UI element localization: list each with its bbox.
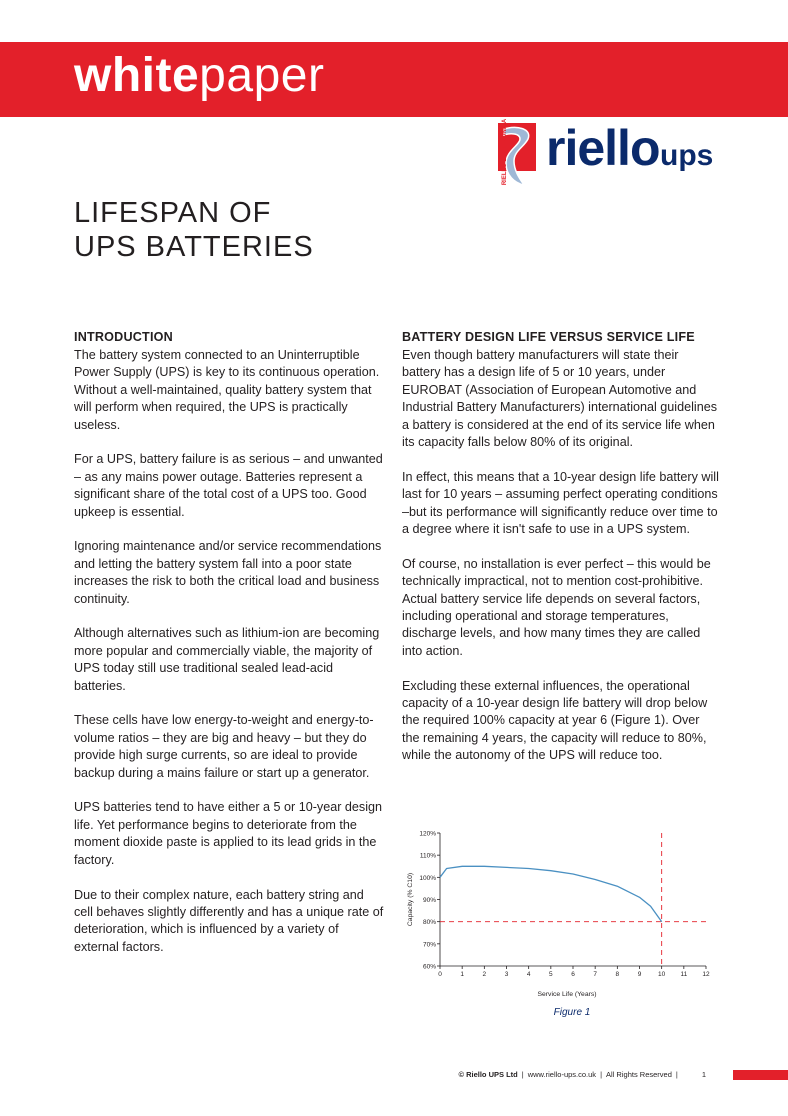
riello-ups-logo bbox=[484, 118, 724, 187]
whitepaper-title bbox=[74, 49, 325, 102]
paragraph: For a UPS, battery failure is as serious – and unwanted – as any mains power outage. Batteries represent a significant share of the total cost of a UPS too. Good upkeep is essential. bbox=[74, 452, 383, 519]
title-line-1: LIFESPAN OF bbox=[74, 197, 272, 229]
figure-caption: Figure 1 bbox=[553, 1007, 591, 1018]
paragraph: Even though battery manufacturers will state their battery has a design life of 5 or 10 years, under EUROBAT (Association of European Automotive and Industrial Battery Manufacturers) international guidelines a battery is considered at the end of its service life when its capacity falls below 80% of its original. bbox=[402, 348, 718, 450]
y-tick-label: 100% bbox=[419, 874, 436, 882]
footer-separator: | bbox=[600, 1070, 603, 1079]
paragraph: Ignoring maintenance and/or service recommendations and letting the battery system fall into a poor state increases the risk to both the critical load and business continuity. bbox=[74, 539, 382, 606]
footer-company: © Riello UPS Ltd bbox=[458, 1070, 518, 1079]
x-tick-label: 2 bbox=[482, 971, 487, 978]
y-tick-label: 90% bbox=[422, 897, 436, 904]
paragraph: Due to their complex nature, each battery string and cell behaves slightly differently and has a unique rate of deterioration, which is influenced by a variety of external factors. bbox=[74, 887, 384, 954]
y-tick-label: 120% bbox=[419, 830, 436, 838]
x-tick-label: 11 bbox=[680, 971, 688, 978]
paragraph: Although alternatives such as lithium-ion are becoming more popular and commercially viable, the majority of UPS today still use traditional sealed lead-acid batteries. bbox=[74, 626, 380, 693]
paragraph: In effect, this means that a 10-year design life battery will last for 10 years – assuming perfect operating conditions –but its performance will significantly reduce over time to a degree where it isn't safe to use in a UPS system. bbox=[402, 469, 719, 537]
x-axis-label: Service Life (Years) bbox=[537, 991, 597, 998]
x-tick-label: 9 bbox=[637, 971, 642, 978]
footer-page-number: 1 bbox=[701, 1070, 706, 1079]
y-tick-label: 80% bbox=[422, 919, 436, 927]
y-tick-label: 70% bbox=[422, 941, 436, 949]
logo-suffix: ups bbox=[660, 139, 714, 172]
chart-svg bbox=[402, 826, 720, 1006]
y-tick-label: 110% bbox=[419, 852, 436, 860]
design-life-heading: BATTERY DESIGN LIFE VERSUS SERVICE LIFE bbox=[402, 330, 695, 344]
capacity-chart bbox=[402, 826, 720, 1026]
capacity-curve bbox=[440, 866, 662, 921]
paragraph: Excluding these external influences, the operational capacity of a 10-year design life battery will drop below the required 100% capacity at year 6 (Figure 1). Over the remaining 4 years, the capacity will reduce to 80%, while the autonomy of the UPS will reduce too. bbox=[402, 678, 708, 763]
paragraph: The battery system connected to an Uninterruptible Power Supply (UPS) is key to its continuous operation. Without a well-maintained, quality battery system that will perform when required, the UPS is practically useless. bbox=[74, 348, 380, 432]
logo-word: riello bbox=[546, 120, 660, 176]
riello-logo-mark-icon bbox=[484, 123, 546, 187]
footer bbox=[458, 1070, 706, 1079]
y-tick-label: 60% bbox=[422, 963, 436, 971]
paragraph: These cells have low energy-to-weight and energy-to-volume ratios – they are big and heavy – but they do provide high surge currents, so are ideal to provide backup during a mains failure or start up a generator. bbox=[74, 713, 374, 780]
introduction-heading: INTRODUCTION bbox=[74, 330, 173, 344]
x-tick-label: 0 bbox=[438, 971, 442, 978]
x-tick-label: 10 bbox=[658, 971, 666, 978]
paragraph: UPS batteries tend to have either a 5 or 10-year design life. Yet performance begins to deteriorate from the moment dioxide paste is applied to its lead grids in the factory. bbox=[74, 800, 383, 867]
right-column bbox=[402, 330, 720, 782]
paragraph: Of course, no installation is ever perfect – this would be technically impractical, not to mention cost-prohibitive. Actual battery service life depends on several factors, including operational and storage temperatures, discharge levels, and how many times they are called into action. bbox=[402, 556, 711, 658]
title-light: paper bbox=[199, 49, 325, 102]
x-tick-label: 3 bbox=[504, 971, 509, 978]
x-tick-label: 7 bbox=[593, 971, 597, 978]
title-line-2: UPS BATTERIES bbox=[74, 231, 314, 263]
y-axis-label: Capacity (% C10) bbox=[407, 872, 414, 927]
header-banner bbox=[0, 42, 788, 117]
x-tick-label: 1 bbox=[460, 971, 464, 978]
footer-red-bar bbox=[733, 1070, 788, 1080]
x-tick-label: 8 bbox=[615, 971, 620, 978]
x-tick-label: 4 bbox=[526, 971, 531, 978]
logo-vertical-text: RIELLO ELETTRONICA bbox=[502, 118, 509, 186]
x-tick-label: 5 bbox=[549, 971, 553, 978]
x-tick-label: 6 bbox=[571, 971, 575, 978]
x-tick-label: 12 bbox=[702, 971, 710, 978]
footer-website: www.riello-ups.co.uk bbox=[527, 1070, 597, 1079]
title-bold: white bbox=[74, 49, 200, 102]
footer-separator: | bbox=[675, 1070, 678, 1079]
footer-rights: All Rights Reserved bbox=[606, 1070, 672, 1079]
left-column bbox=[74, 330, 386, 974]
document-title bbox=[74, 196, 314, 264]
footer-separator: | bbox=[521, 1070, 524, 1079]
